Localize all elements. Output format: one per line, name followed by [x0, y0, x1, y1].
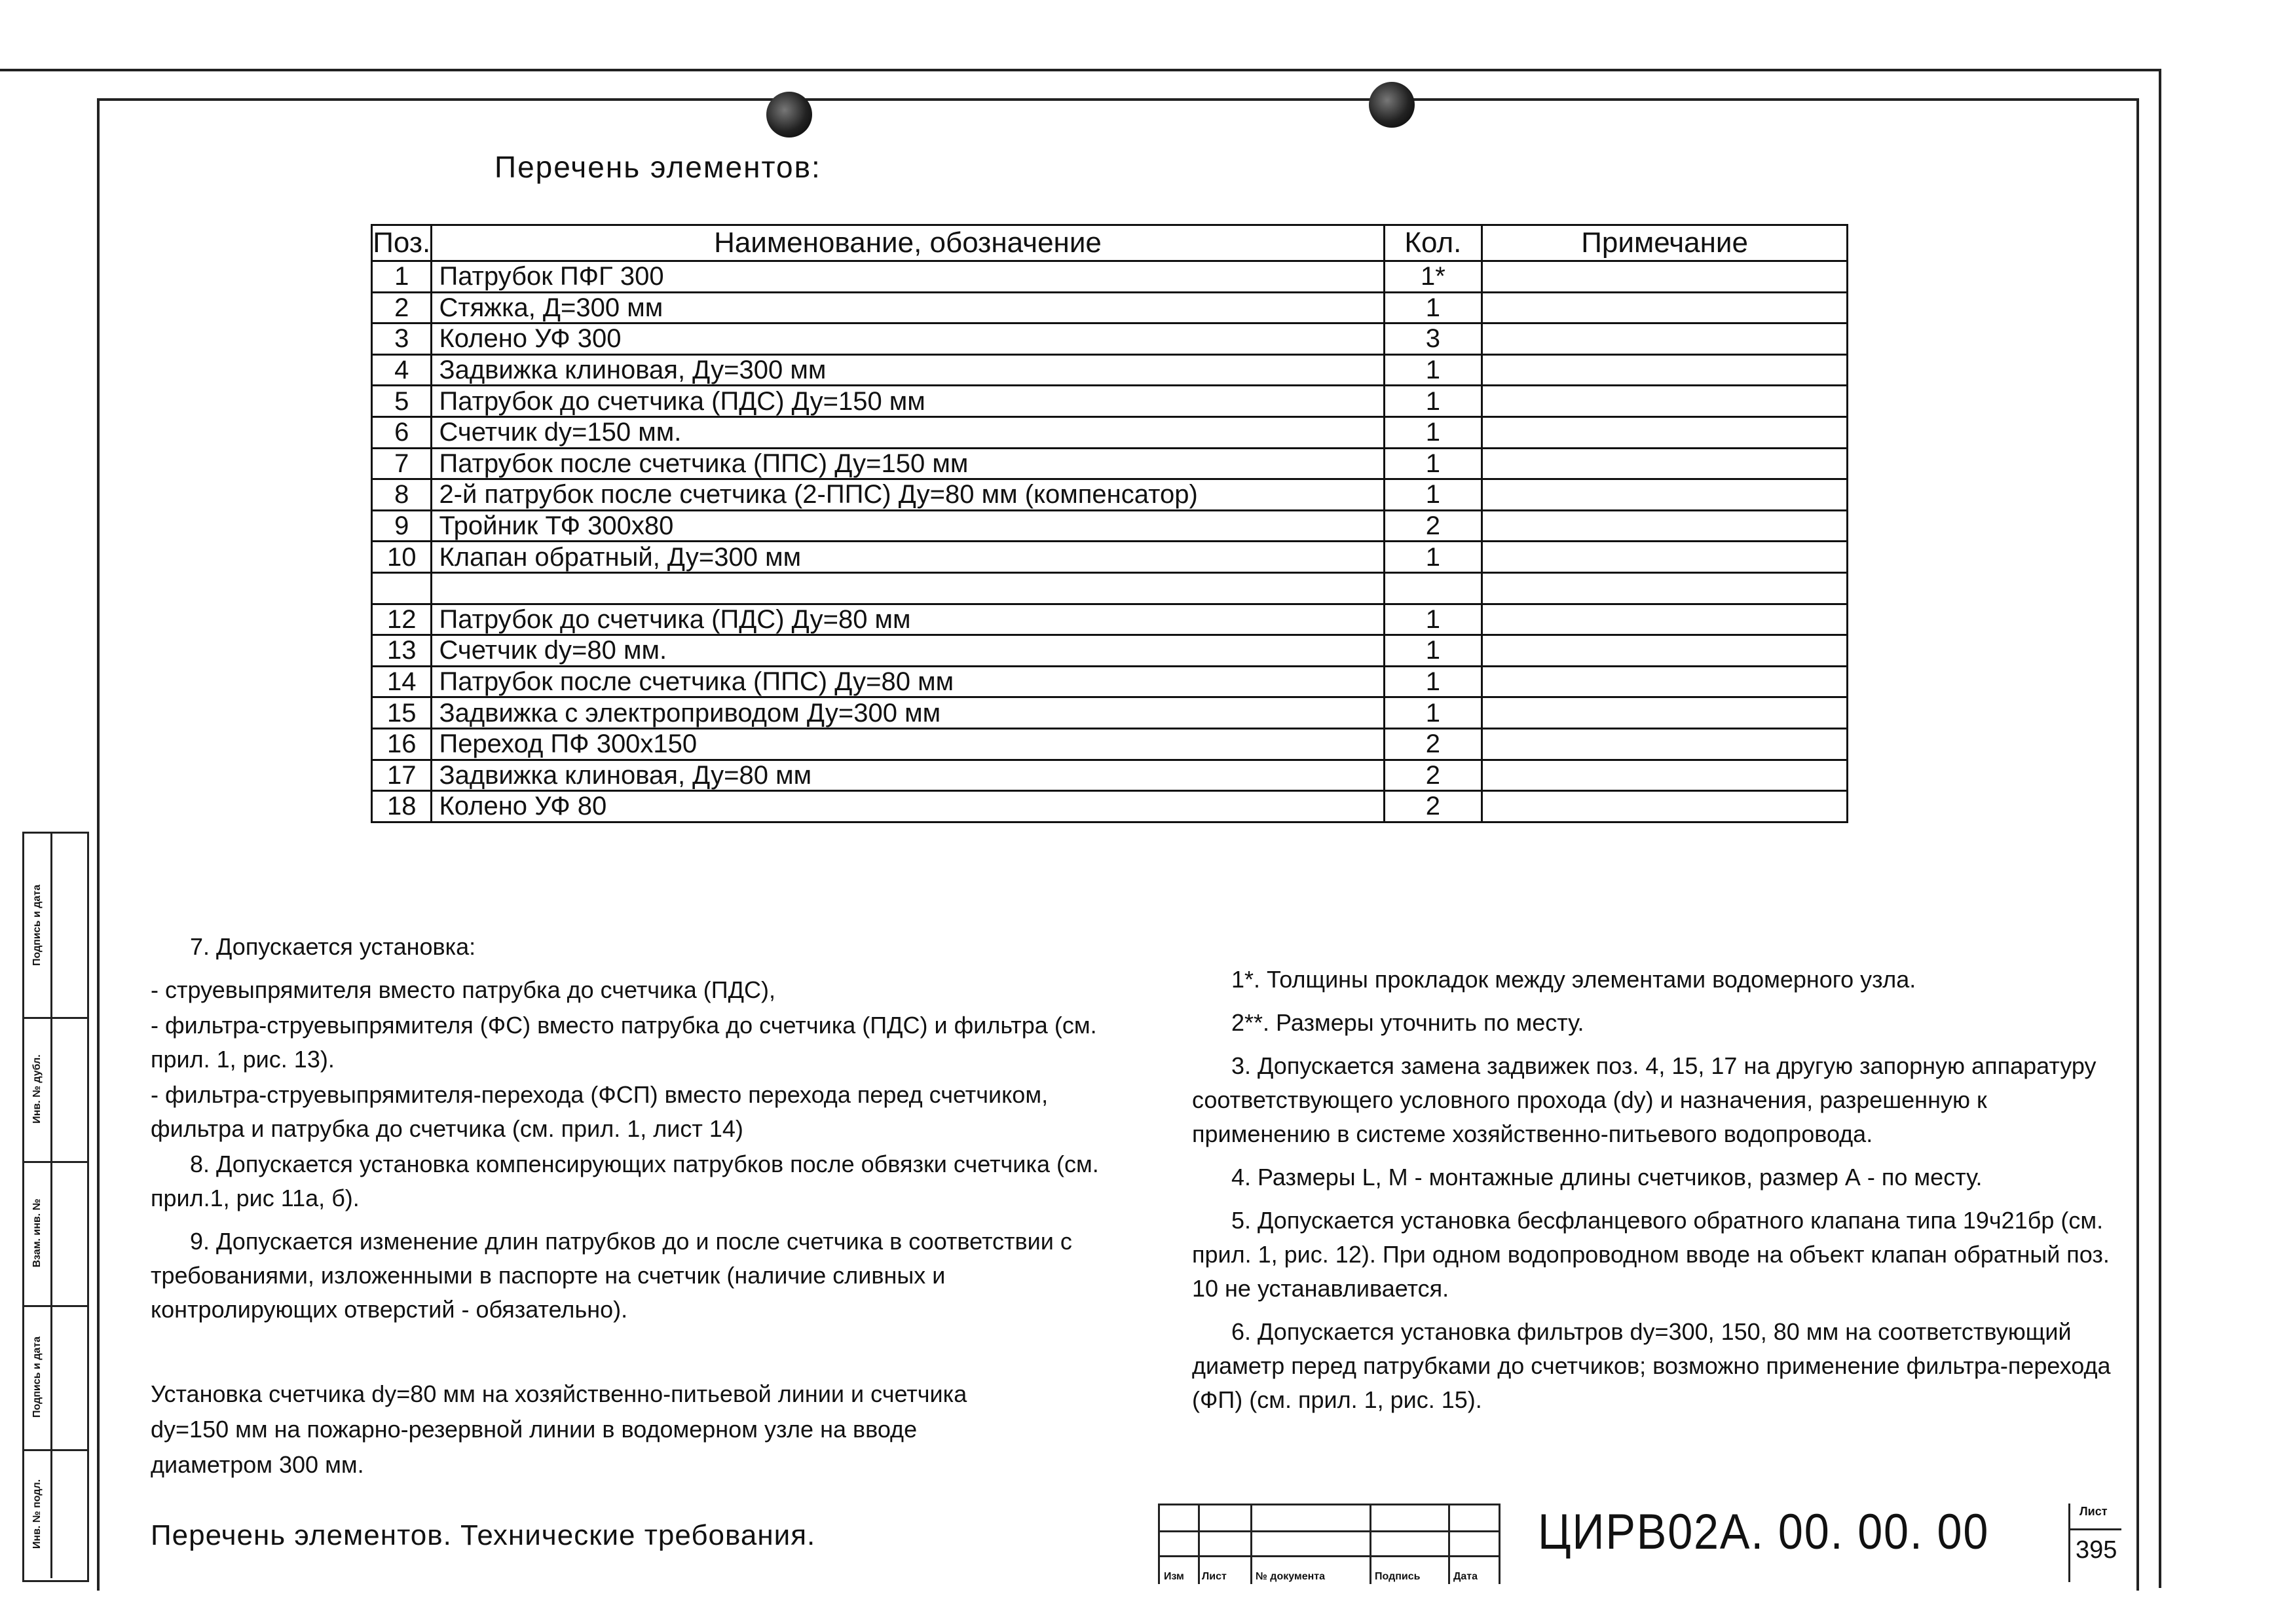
sheet-label: Лист	[2079, 1505, 2108, 1518]
row-pos: 8	[372, 479, 432, 511]
table-row	[372, 791, 1848, 822]
row-note	[1482, 510, 1848, 542]
right-border-line	[2159, 69, 2161, 1588]
top-border-line	[0, 69, 2161, 71]
row-note	[1482, 728, 1848, 760]
header-pos: Поз.	[372, 225, 432, 261]
row-qty: 1	[1384, 386, 1482, 417]
row-pos: 16	[372, 728, 432, 760]
row-pos: 14	[372, 666, 432, 697]
note-paragraph: 9. Допускается изменение длин патрубков до и после счетчика в соответствии с требованиями, изложенными в паспорте на счетчик (наличие сливных и контролирующих отверстий - обязательно).	[151, 1228, 1072, 1323]
elements-table	[371, 224, 1848, 823]
table-row	[372, 572, 1848, 604]
stamp-label: Лист	[1202, 1571, 1227, 1582]
row-qty: 1	[1384, 354, 1482, 386]
row-note	[1482, 604, 1848, 635]
note-paragraph: 7. Допускается установка:	[190, 933, 476, 960]
row-name: Тройник ТФ 300х80	[432, 510, 1384, 542]
table-row	[372, 542, 1848, 573]
side-stamp-strip	[22, 832, 89, 1582]
row-qty: 1*	[1384, 261, 1482, 293]
stamp-label: Подпись	[1375, 1571, 1421, 1582]
row-note	[1482, 760, 1848, 791]
row-qty: 1	[1384, 697, 1482, 729]
row-note	[1482, 261, 1848, 293]
row-qty: 1	[1384, 542, 1482, 573]
side-row	[24, 1161, 87, 1307]
row-pos: 18	[372, 791, 432, 822]
row-note	[1482, 479, 1848, 511]
row-note	[1482, 697, 1848, 729]
stamp-label: Изм	[1164, 1571, 1184, 1582]
table-row	[372, 728, 1848, 760]
side-label: Подпись и дата	[31, 1337, 43, 1418]
row-name: Патрубок после счетчика (ППС) Ду=150 мм	[432, 448, 1384, 479]
side-row	[24, 1305, 87, 1451]
side-label: Подпись и дата	[31, 885, 43, 966]
row-name: Стяжка, Д=300 мм	[432, 292, 1384, 323]
table-row	[372, 760, 1848, 791]
header-name: Наименование, обозначение	[432, 225, 1384, 261]
row-qty: 1	[1384, 292, 1482, 323]
binder-hole-icon	[766, 92, 812, 138]
row-note	[1482, 572, 1848, 604]
row-qty: 1	[1384, 635, 1482, 667]
title-block	[1158, 1504, 2153, 1582]
row-pos: 17	[372, 760, 432, 791]
row-note	[1482, 416, 1848, 448]
row-name: Переход ПФ 300х150	[432, 728, 1384, 760]
header-note: Примечание	[1482, 225, 1848, 261]
table-row	[372, 635, 1848, 667]
row-qty: 3	[1384, 323, 1482, 355]
row-pos: 15	[372, 697, 432, 729]
side-label: Взам. инв. №	[31, 1198, 43, 1268]
document-code: ЦИРВ02А. 00. 00. 00	[1538, 1504, 1990, 1560]
row-qty: 2	[1384, 510, 1482, 542]
row-name: Задвижка клиновая, Ду=80 мм	[432, 760, 1384, 791]
row-qty: 1	[1384, 479, 1482, 511]
row-note	[1482, 323, 1848, 355]
row-note	[1482, 354, 1848, 386]
note-paragraph: 2**. Размеры уточнить по месту.	[1231, 1009, 1584, 1036]
side-label: Инв. № дубл.	[31, 1054, 43, 1124]
row-qty: 1	[1384, 604, 1482, 635]
note-paragraph: 6. Допускается установка фильтров dy=300, 150, 80 мм на соответствующий диаметр перед патрубками до счетчиков; возможно применение фильтра-перехода (ФП) (см. прил. 1, рис. 15).	[1192, 1318, 2111, 1413]
row-name: Колено УФ 80	[432, 791, 1384, 822]
row-note	[1482, 666, 1848, 697]
row-note	[1482, 542, 1848, 573]
row-pos: 12	[372, 604, 432, 635]
side-row	[24, 1017, 87, 1163]
row-pos	[372, 572, 432, 604]
row-pos: 1	[372, 261, 432, 293]
section-title: Перечень элементов:	[494, 150, 821, 184]
row-name: Колено УФ 300	[432, 323, 1384, 355]
side-row	[24, 1449, 87, 1578]
row-pos: 5	[372, 386, 432, 417]
table-header-row	[372, 225, 1848, 261]
sheet-number: 395	[2076, 1536, 2117, 1564]
header-qty: Кол.	[1384, 225, 1482, 261]
row-qty: 2	[1384, 728, 1482, 760]
row-name: Патрубок до счетчика (ПДС) Ду=150 мм	[432, 386, 1384, 417]
row-pos: 13	[372, 635, 432, 667]
row-name: Клапан обратный, Ду=300 мм	[432, 542, 1384, 573]
note-paragraph: 4. Размеры L, M - монтажные длины счетчиков, размер А - по месту.	[1231, 1164, 1983, 1190]
row-pos: 9	[372, 510, 432, 542]
table-row	[372, 261, 1848, 293]
sheet-box	[2068, 1504, 2121, 1582]
table-row	[372, 292, 1848, 323]
revision-grid	[1158, 1504, 1500, 1584]
row-pos: 3	[372, 323, 432, 355]
note-paragraph: - фильтра-струевыпрямителя (ФС) вместо патрубка до счетчика (ПДС) и фильтра (см. прил. 1, рис. 13).	[151, 1012, 1097, 1073]
row-name: Патрубок до счетчика (ПДС) Ду=80 мм	[432, 604, 1384, 635]
row-name: 2-й патрубок после счетчика (2-ППС) Ду=80 мм (компенсатор)	[432, 479, 1384, 511]
row-name	[432, 572, 1384, 604]
row-note	[1482, 635, 1848, 667]
row-qty: 2	[1384, 791, 1482, 822]
row-note	[1482, 791, 1848, 822]
table-row	[372, 416, 1848, 448]
table-row	[372, 697, 1848, 729]
row-pos: 6	[372, 416, 432, 448]
row-note	[1482, 292, 1848, 323]
row-note	[1482, 448, 1848, 479]
stamp-label: № документа	[1256, 1571, 1326, 1582]
row-name: Задвижка клиновая, Ду=300 мм	[432, 354, 1384, 386]
row-name: Патрубок после счетчика (ППС) Ду=80 мм	[432, 666, 1384, 697]
note-paragraph: 8. Допускается установка компенсирующих патрубков после обвязки счетчика (см. прил.1, рис 11а, б).	[151, 1151, 1099, 1211]
table-row	[372, 604, 1848, 635]
row-pos: 2	[372, 292, 432, 323]
binder-hole-icon	[1369, 82, 1415, 128]
table-row	[372, 448, 1848, 479]
row-name: Задвижка с электроприводом Ду=300 мм	[432, 697, 1384, 729]
table-row	[372, 354, 1848, 386]
note-paragraph: - фильтра-струевыпрямителя-перехода (ФСП) вместо перехода перед счетчиком, фильтра и патрубка до счетчика (см. прил. 1, лист 14)	[151, 1081, 1049, 1142]
side-label: Инв. № подл.	[31, 1479, 43, 1549]
row-name: Счетчик dy=150 мм.	[432, 416, 1384, 448]
row-qty: 2	[1384, 760, 1482, 791]
stamp-label: Дата	[1453, 1571, 1478, 1582]
installation-caption: Установка счетчика dy=80 мм на хозяйственно-питьевой линии и счетчика dy=150 мм на пожарно-резервной линии в водомерном узле на вводе диаметром 300 мм.	[151, 1380, 967, 1478]
right-notes	[1192, 963, 2122, 1426]
table-row	[372, 386, 1848, 417]
left-notes	[151, 930, 1120, 1336]
row-qty: 1	[1384, 666, 1482, 697]
footer-title: Перечень элементов. Технические требования.	[151, 1519, 816, 1551]
table-row	[372, 479, 1848, 511]
row-name: Патрубок ПФГ 300	[432, 261, 1384, 293]
row-note	[1482, 386, 1848, 417]
note-paragraph: 3. Допускается замена задвижек поз. 4, 15, 17 на другую запорную аппаратуру соответствующего условного прохода (dy) и назначения, разрешенную к применению в системе хозяйственно-питьевого водопровода.	[1192, 1052, 2097, 1147]
row-qty: 1	[1384, 448, 1482, 479]
row-name: Счетчик dy=80 мм.	[432, 635, 1384, 667]
table-row	[372, 666, 1848, 697]
row-qty	[1384, 572, 1482, 604]
table-row	[372, 323, 1848, 355]
row-pos: 7	[372, 448, 432, 479]
row-pos: 4	[372, 354, 432, 386]
note-paragraph: - струевыпрямителя вместо патрубка до счетчика (ПДС),	[151, 976, 775, 1003]
side-row	[24, 834, 87, 1019]
note-paragraph: 1*. Толщины прокладок между элементами водомерного узла.	[1231, 966, 1916, 993]
row-qty: 1	[1384, 416, 1482, 448]
row-pos: 10	[372, 542, 432, 573]
note-paragraph: 5. Допускается установка бесфланцевого обратного клапана типа 19ч21бр (см. прил. 1, рис. 12). При одном водопроводном вводе на объект клапан обратный поз. 10 не устанавливается.	[1192, 1207, 2110, 1302]
table-row	[372, 510, 1848, 542]
